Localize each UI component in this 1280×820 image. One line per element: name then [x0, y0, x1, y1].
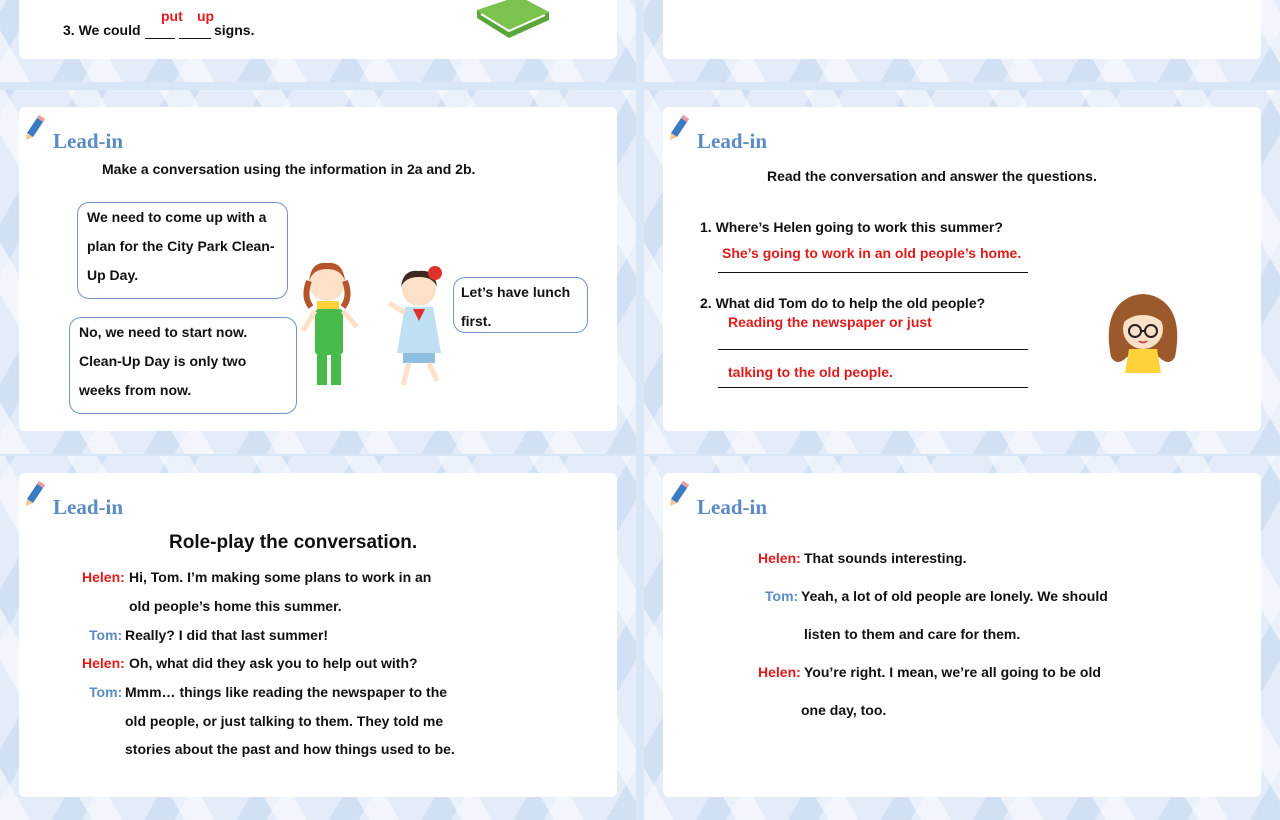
girl-glasses-avatar [1101, 287, 1185, 373]
slide-card [19, 107, 617, 431]
speaker-helen: Helen: [82, 569, 125, 585]
slide-card [663, 0, 1261, 59]
speaker-helen: Helen: [82, 655, 125, 671]
slide-title: Lead-in [53, 129, 124, 153]
speaker-tom: Tom: [89, 627, 123, 643]
bubble-line: Up Day. [87, 267, 139, 283]
slide-card [663, 107, 1261, 431]
speaker-tom: Tom: [765, 588, 799, 604]
slide-1-thumbnail[interactable] [0, 0, 636, 82]
bubble-line: plan for the City Park Clean- [87, 238, 275, 254]
slide-3-thumbnail[interactable] [0, 90, 636, 454]
bubble-line: Let’s have lunch [461, 284, 571, 300]
slide-title: Lead-in [53, 495, 124, 519]
blank-line [179, 38, 211, 39]
answer-line [718, 272, 1028, 273]
bubble-line: Clean-Up Day is only two [79, 353, 247, 369]
instruction-text: Read the conversation and answer the questions. [767, 168, 1097, 184]
slide-card [19, 473, 617, 797]
dialogue-line: old people, or just talking to them. They told me [125, 713, 444, 729]
dialogue-line: Mmm… things like reading the newspaper to the [125, 684, 448, 700]
pencil-icon [24, 479, 46, 507]
speech-bubble-1 [77, 202, 288, 299]
pencil-icon [24, 113, 46, 141]
dialogue-line: That sounds interesting. [804, 550, 967, 566]
book-icon [469, 0, 559, 40]
answer-line [718, 387, 1028, 388]
speaker-tom: Tom: [89, 684, 123, 700]
slide-4-thumbnail[interactable] [644, 90, 1280, 454]
pencil-icon [668, 113, 690, 141]
dialogue-line: one day, too. [801, 702, 887, 718]
answer-put: put [161, 8, 183, 24]
slide-title: Lead-in [697, 129, 768, 153]
bubble-line: weeks from now. [79, 382, 192, 398]
dialogue-line: old people’s home this summer. [129, 598, 342, 614]
slide-card [663, 473, 1261, 797]
instruction-text: Make a conversation using the information in 2a and 2b. [102, 161, 476, 177]
answer-1: She’s going to work in an old people’s home. [722, 245, 1022, 261]
bubble-line: first. [461, 313, 492, 329]
dialogue-line: Yeah, a lot of old people are lonely. We should [801, 588, 1108, 604]
dialogue-line: Really? I did that last summer! [125, 627, 329, 643]
sentence-prefix: 3. We could [63, 22, 141, 38]
slide-2-thumbnail[interactable] [644, 0, 1280, 82]
dialogue-line: stories about the past and how things used to be. [125, 741, 455, 757]
speech-bubble-3 [453, 277, 588, 333]
bubble-line: We need to come up with a [87, 209, 267, 225]
sentence-suffix: signs. [214, 22, 255, 38]
dialogue-line: You’re right. I mean, we’re all going to be old [804, 664, 1101, 680]
slide-title: Lead-in [697, 495, 768, 519]
role-play-heading: Role-play the conversation. [169, 532, 418, 553]
question-2: 2. What did Tom do to help the old people? [700, 295, 986, 311]
girl-green-overalls-illustration [281, 247, 381, 397]
question-1: 1. Where’s Helen going to work this summer? [700, 219, 1003, 235]
slide-card [19, 0, 617, 59]
answer-2-line-1: Reading the newspaper or just [728, 314, 932, 330]
dialogue-line: Hi, Tom. I’m making some plans to work in an [129, 569, 432, 585]
dialogue-line: listen to them and care for them. [804, 626, 1021, 642]
answer-up: up [197, 8, 215, 24]
blank-line [145, 38, 175, 39]
speaker-helen: Helen: [758, 550, 801, 566]
slide-6-thumbnail[interactable] [644, 456, 1280, 820]
slide-5-thumbnail[interactable] [0, 456, 636, 820]
girl-red-scarf-illustration [379, 257, 469, 397]
bubble-line: No, we need to start now. [79, 324, 248, 340]
speaker-helen: Helen: [758, 664, 801, 680]
pencil-icon [668, 479, 690, 507]
answer-2-line-2: talking to the old people. [728, 364, 893, 380]
answer-line [718, 349, 1028, 350]
speech-bubble-2 [69, 317, 297, 414]
dialogue-line: Oh, what did they ask you to help out with? [129, 655, 418, 671]
